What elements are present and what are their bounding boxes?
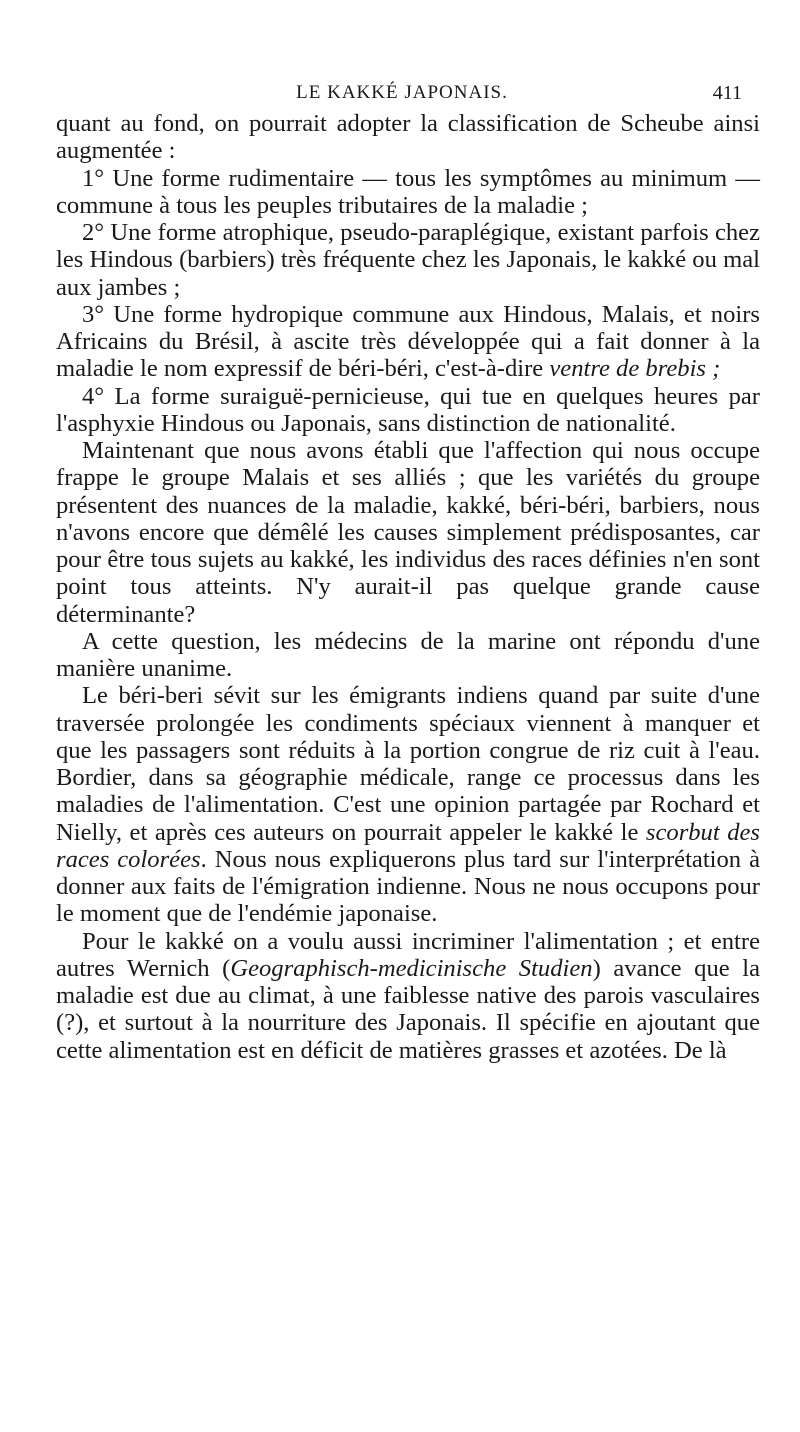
- paragraph: [56, 301, 760, 383]
- italic-text-run: scorbut des races colorées: [56, 818, 760, 873]
- text-run: . Nous nous expliquerons plus tard sur l'interprétation à donner aux faits de l'émigration indienne. Nous ne nous occupons pour le moment que de l'endémie japonaise.: [56, 845, 760, 928]
- text-run: 4° La forme suraiguë-pernicieuse, qui tue en quelques heures par l'asphyxie Hindous ou Japonais, sans distinction de nationalité.: [56, 382, 760, 437]
- running-head: [52, 78, 752, 108]
- body-text: [56, 110, 760, 1064]
- running-title: LE KAKKÉ JAPONAIS.: [296, 82, 508, 103]
- italic-text-run: Geographisch-medicinische Studien: [230, 954, 593, 982]
- text-run: A cette question, les médecins de la marine ont répondu d'une manière unanime.: [56, 627, 760, 682]
- text-run: 2° Une forme atrophique, pseudo-paraplégique, existant parfois chez les Hindous (barbiers) très fréquente chez les Japonais, le kakké ou mal aux jambes ;: [56, 219, 760, 301]
- page-number: 411: [712, 82, 742, 104]
- italic-text-run: ventre de brebis ;: [549, 355, 721, 383]
- paragraph: [56, 165, 760, 220]
- text-run: Pour le kakké on a voulu aussi incriminer l'alimentation ; et entre autres Wernich (: [56, 927, 760, 982]
- paragraph: [56, 928, 760, 1064]
- paragraph: [56, 682, 760, 927]
- paragraph: [56, 383, 760, 438]
- text-run: Maintenant que nous avons établi que l'affection qui nous occupe frappe le groupe Malais et ses alliés ; que les variétés du groupe présentent des nuances de la maladie, kakké, béri-béri, barbiers, nous n'avons encore que démêlé les causes simplement prédisposantes, car pour être tous sujets au kakké, les individus des races définies n'en sont point tous atteints. N'y aurait-il pas quelque grande cause déterminante?: [56, 437, 760, 628]
- paragraph: [56, 628, 760, 683]
- paragraph: [56, 437, 760, 628]
- text-run: 1° Une forme rudimentaire — tous les symptômes au minimum — commune à tous les peuples tributaires de la maladie ;: [56, 164, 760, 219]
- text-run: 3° Une forme hydropique commune aux Hindous, Malais, et noirs Africains du Brésil, à ascite très développée qui a fait donner à la maladie le nom expressif de béri-béri, c'est-à-dire: [56, 300, 760, 383]
- paragraph: [56, 110, 760, 165]
- text-run: Le béri-beri sévit sur les émigrants indiens quand par suite d'une traversée prolongée les condiments spéciaux viennent à manquer et que les passagers sont réduits à la portion congrue de riz cuit à l'eau. Bordier, dans sa géographie médicale, range ce processus dans les maladies de l'alimentation. C'est une opinion partagée par Rochard et Nielly, et après ces auteurs on pourrait appeler le kakké le: [56, 682, 760, 846]
- text-run: quant au fond, on pourrait adopter la classification de Scheube ainsi augmentée :: [56, 110, 760, 165]
- paragraph: [56, 219, 760, 301]
- text-run: ) avance que la maladie est due au climat, à une faiblesse native des parois vasculaires (?), et surtout à la nourriture des Japonais. Il spécifie en ajoutant que cette alimentation est en déficit de matières grasses et azotées. De là: [56, 954, 760, 1064]
